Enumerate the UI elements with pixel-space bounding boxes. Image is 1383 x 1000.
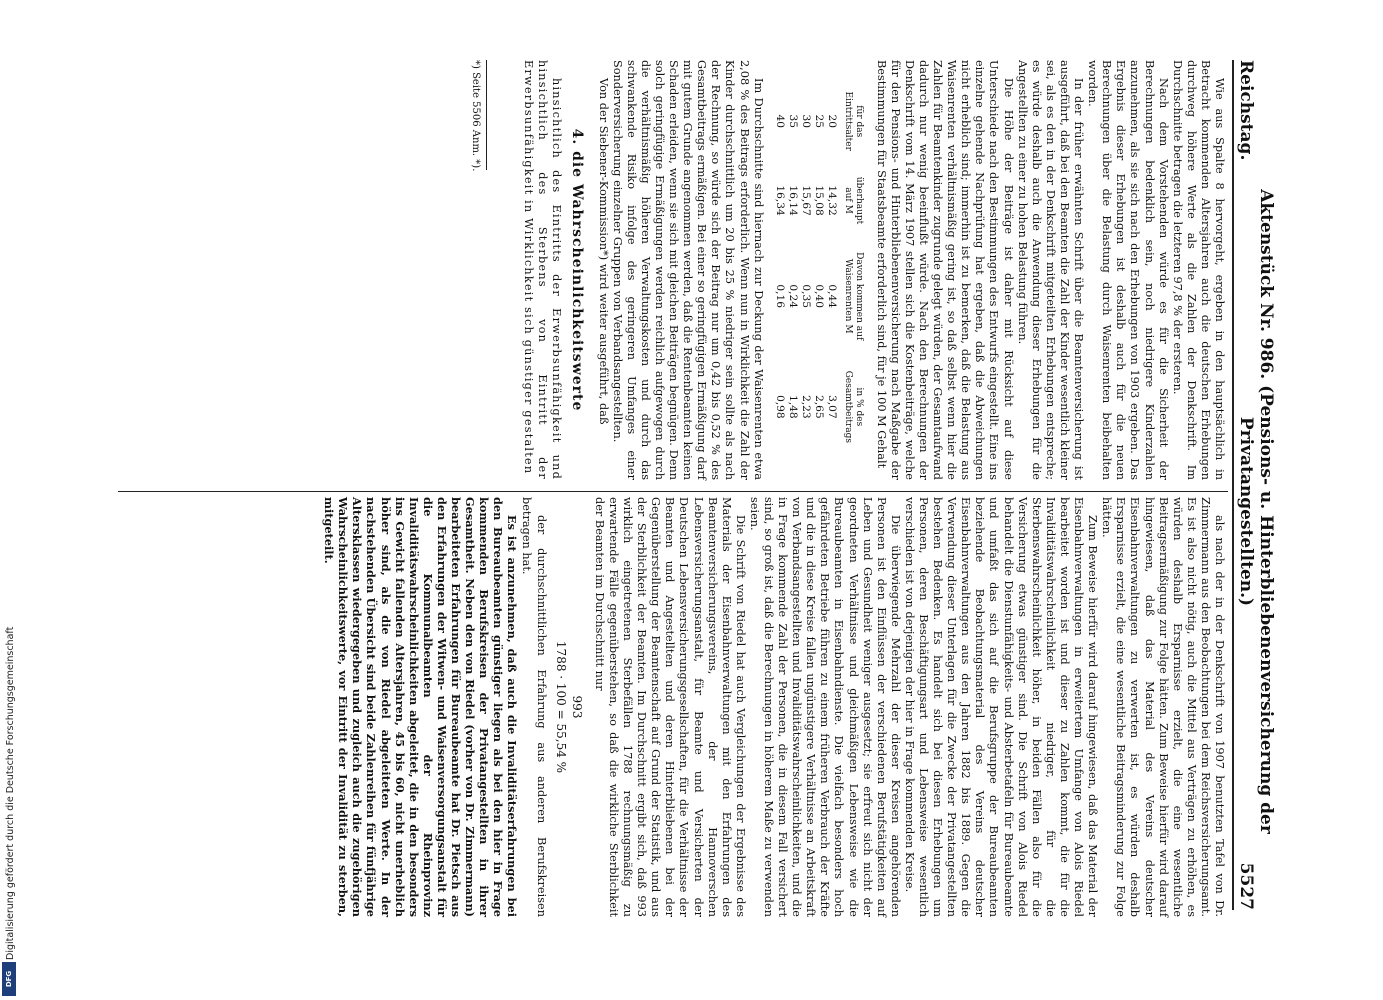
table-cell: 16,34 xyxy=(773,185,786,216)
dfg-logo-text: DFG xyxy=(5,970,13,988)
paragraph: Von der Siebener-Kommission*) wird weiter ausgeführt, daß xyxy=(596,78,610,425)
table-cell: 2,65 xyxy=(812,395,825,419)
header-left: Reichstag. xyxy=(1236,60,1256,161)
table-cell: 35 xyxy=(786,114,799,128)
paragraph: Im Durchschnitte sind hiernach zur Deckung der Waisenrenten etwa 2,08 % des Beitrags erforderlich. Wenn nun in Wirklichkeit die Zahl der Kinder durchschnittlich um 20 bis 25 % niedriger sein sollte als nach der Rechnung, so würde sich der Beitrag nur um 0,42 bis 0,52 % des Gesamtbeitrags ermäßigen. Bei einer so geringfügigen Ermäßigung darf mit gutem Grunde angenommen werden, daß die Rentenbeamten keinen Schaden erleiden, wenn sie sich mit gleichen Beiträgen begnügen. Denn solch geringfügige Ermäßigungen werden reichlich aufgewogen durch die verhältnismäßig höheren Verwaltungskosten und durch das schwankende Risiko infolge des geringeren Umfanges einer Sonderversicherung einzelner Gruppen von Verbandsangestellten. xyxy=(610,60,765,480)
paragraph: hinsichtlich des Eintritts der Erwerbsunfähigkeit und hinsichtlich des Sterbens von Eintritt der Erwerbsunfähigkeit in Wirklichkeit sich günstiger gestalten xyxy=(522,60,564,480)
table-header: überhaupt auf M xyxy=(842,176,864,225)
paragraph: Wie aus Spalte 8 hervorgeht, ergeben in den hauptsächlich in Betracht kommenden Altersjahren auch die deutschen Erhebungen durchweg höhere Werte als die Zahlen der Denkschrift. Im Durchschnitte betragen die letzteren 97,8 % der ersteren. xyxy=(1170,60,1226,480)
table-cell: 25 xyxy=(812,114,825,128)
paragraph: Die Höhe der Beiträge ist daher mit Rücksicht auf diese Unterschiede nach den Bestimmungen des Entwurfs eingestellt. Eine ins einzelne gehende Nachprüfung hat ergeben, daß die Abweichungen nicht erheblich sind; immerhin ist zu bemerken, daß die Belastung aus Waisenrenten verhältnismäßig gering ist, so daß selbst wenn hier die Zahlen für Beamtenkinder zugrunde gelegt würden, der Gesamtaufwand dadurch nur wenig beeinflußt würde. Nach den Berechnungen der Denkschrift vom 14. März 1907 stellen sich die Kostenbeiträge, welche für den Pensions- und Hinterbliebenenversicherung nach Maßgabe der Bestimmungen für Staatsbeamte erforderlich sind, für je 100 M Gehalt xyxy=(874,60,1015,480)
table-cell: 16,14 xyxy=(786,185,799,216)
paragraph: Die Schrift von Riedel hat auch Vergleichungen der Ergebnisse des Materials der Eisenbahnverwaltungen mit den Erfahrungen des Beamtenversicherungsvereins, der Hannoverschen Lebensversicherungsanstalt, für Beamte und Versicherten der Deutschen Lebensversicherungsgesellschaften, für die Verhältnisse der Beamten und Angestellten und deren Hinterbliebenen bei der Gegenüberstellung der Beamtenschaft auf Grund der Statistik, und aus der Sterblichkeit der Beamten. Im Durchschnitt ergibt sich, daß 993 wirklich eingetretenen Sterbefällen 1788 rechnungsmäßig zu erwartende Fälle gegenüberstehen, so daß die wirkliche Sterblichkeit der Beamten im Durchschnitt nur xyxy=(592,497,747,917)
table-header-row xyxy=(838,78,864,458)
table-cell: 40 xyxy=(773,114,786,128)
right-column xyxy=(322,497,1226,917)
footnote-rule xyxy=(486,60,487,170)
side-note xyxy=(0,0,60,1000)
table-cell: 15,67 xyxy=(799,185,812,216)
table-cell: 0,24 xyxy=(786,284,799,308)
table-cell: 15,08 xyxy=(812,185,825,216)
table-cell: 14,32 xyxy=(825,185,838,216)
paragraph: der durchschnittlichen Erfahrung aus anderen Berufskreisen betragen hat. xyxy=(520,497,548,917)
formula-numerator: 993 xyxy=(569,695,584,719)
table-cell: 0,16 xyxy=(773,284,786,308)
table-cell: 20 xyxy=(825,114,838,128)
column-divider xyxy=(118,491,1228,492)
paragraph: In der früher erwähnten Schrift über die Beamtenversicherung ist ausgeführt, daß bei den Beamten die Zahl der Kinder wesentlich kleiner sei, als es den in der Denkschrift mitgeteilten Erhebungen entspreche; es würde deshalb auch die Anwendung dieser Erhebungen für die Angestellten zu einer zu hohen Belastung führen. xyxy=(1015,60,1086,480)
table-header: in % des Gesamtbeitrags xyxy=(842,370,864,444)
table-row xyxy=(799,78,812,458)
table-cell: 0,40 xyxy=(812,284,825,308)
table-row xyxy=(825,78,838,458)
paragraph: Zum Beweise hierfür wird darauf hingewiesen, daß das Material der Eisenbahnverwaltungen in erweitertem Umfange von Alois Riedel bearbeitet worden ist und dieser zu Zahlen kommt, die für die Invaliditätswahrscheinlichkeit niedriger, für die Sterbenswahrscheinlichkeit höher, in beiden Fällen also für die Versicherung etwas günstiger sind. Die Schrift von Alois Riedel behandelt die Dienstunfähigkeits- und Absterbetafeln für Bureaubeamte und umfaßt das sich auf die Berufsgruppe der Bureaubeamten beziehende Beobachtungsmaterial des Vereins deutscher Eisenbahnverwaltungen aus den Jahren 1882 bis 1889. Gegen die Verwendung dieser Unterlagen für die Zwecke der Privatangestellten bestehen Bedenken. Es handelt sich bei diesen Erhebungen um Personen, deren Beschäftigungsart und Lebensweise wesentlich verschieden ist von derjenigen der hier in Frage kommenden Kreise. xyxy=(902,497,1100,917)
table-cell: 30 xyxy=(799,114,812,128)
header-title: Aktenstück Nr. 986. (Pensions- u. Hinterbliebenenversicherung der Privatangestellten.) xyxy=(1236,189,1276,834)
digitization-credit: Digitalisierung gefördert durch die Deutsche Forschungsgemeinschaft xyxy=(5,626,16,960)
header-rule xyxy=(1232,60,1234,910)
paragraph: Es ist anzunehmen, daß auch die Invaliditätserfahrungen bei den Bureaubeamten günstiger liegen als bei den hier in Frage kommenden Berufskreisen der Privatangestellten in ihrer Gesamtheit. Neben den von Riedel (vorher von Dr. Zimmermann) bearbeiteten Erfahrungen für Bureaubeamte hat Dr. Pietsch aus den Erfahrungen der Witwen- und Waisenversorgungsanstalt für die Kommunalbeamten der Rheinprovinz Invaliditätswahrscheinlichkeiten abgeleitet, die in den besonders ins Gewicht fallenden Altersjahren, 45 bis 60, nicht unerheblich höher sind, als die von Riedel abgeleiteten Werte. In der nachstehenden Übersicht sind beide Zahlenreihen für fünfjährige Altersklassen wiedergegeben und zugleich auch die zugehörigen Wahrscheinlichkeitswerte, vor Eintritt der Invalidität zu sterben, mitgeteilt. xyxy=(322,497,520,917)
table-cell: 0,35 xyxy=(799,284,812,308)
table-header: Davon kommen auf Waisenrenten M xyxy=(842,252,864,341)
document-page xyxy=(60,0,1330,1000)
table-cell: 3,07 xyxy=(825,395,838,419)
formula-result: 1788 · 100 = 55,54 % xyxy=(553,640,568,774)
footnote: *) Seite 5506 Anm. *). xyxy=(470,60,482,172)
table-cell: 2,23 xyxy=(799,395,812,419)
table-cell: 0,98 xyxy=(773,395,786,419)
table-cell: 1,48 xyxy=(786,395,799,419)
paragraph: Die überwiegende Mehrzahl der dieser Kreisen angehörenden Personen ist den Einflüssen der verschiedenen Berufstätigkeiten auf Leben und Gesundheit weniger ausgesetzt; sie erfreut sich nicht der geordneten Verhältnisse und gleichmäßigen Lebensweise wie die Bureaubeamten in Eisenbahndienste. Die vielfach besonders hoch gefährdeten Betriebe führen zu einem früheren Verbrauch der Kräfte und die in diese Kreise fallen ungünstigere Verhältnisse an Arbeitskraft von Verbandsangestellten und Invaliditätswahrscheinlichkeiten, und die in Frage kommende Zahl der Personen, die in diesem Fall versichert sind, so groß ist, daß die Berechnungen in höherem Maße zu verwenden seien. xyxy=(747,497,902,917)
paragraph: Nach dem Vorstehenden würde es für die Sicherheit der Berechnungen bedenklich sein, noch niedrigere Kinderzahlen anzunehmen, als sie sich nach den Erhebungen von 1903 ergeben. Das Ergebnis dieser Erhebungen ist deshalb auch für die neuen Berechnungen über die Belastung durch Waisenrenten beibehalten worden. xyxy=(1086,60,1170,480)
age-table xyxy=(773,78,864,458)
table-row xyxy=(812,78,825,458)
paragraph: als nach der in der Denkschrift von 1907 benutzten Tafel von Dr. Zimmermann aus den Beobachtungen bei dem Reichsversicherungsamt. Es ist also nicht nötig, auch die Mittel aus Verträgen zu erhöhen, es würden deshalb Ersparnisse erzielt, die eine wesentliche Beitragsermäßigung zur Folge hätten. Zum Beweise hierfür wird darauf hingewiesen, daß das Material des Vereins deutscher Eisenbahnverwaltungen zu verwerten ist, es würden deshalb Ersparnisse erzielt, die eine wesentliche Beitragsminderung zur Folge hätten. xyxy=(1100,497,1226,917)
page-number: 5527 xyxy=(1236,862,1256,910)
section-heading: 4. die Wahrscheinlichkeitswerte xyxy=(568,128,585,412)
table-row xyxy=(786,78,799,458)
table-row xyxy=(773,78,786,458)
table-cell: 0,44 xyxy=(825,284,838,308)
left-column xyxy=(468,60,1226,480)
dfg-logo xyxy=(2,962,16,996)
table-header: für das Eintrittsalter xyxy=(842,91,864,151)
page-header xyxy=(1236,60,1276,910)
